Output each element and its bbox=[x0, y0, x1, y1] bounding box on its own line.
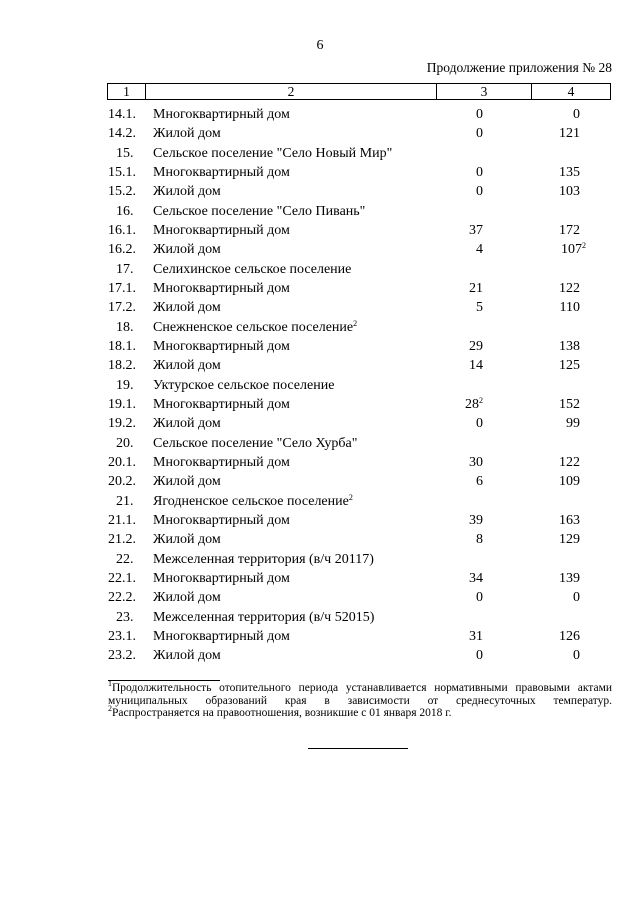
row-name: Жилой дом bbox=[153, 242, 221, 258]
row-number: 17.2. bbox=[108, 300, 136, 316]
row-number: 20. bbox=[116, 435, 134, 451]
row-number: 23. bbox=[116, 609, 134, 625]
row-name: Многоквартирный дом bbox=[153, 396, 290, 412]
row-number: 17. bbox=[116, 261, 134, 277]
table-row bbox=[0, 646, 640, 665]
row-value-col3: 34 bbox=[469, 570, 483, 586]
page-number: 6 bbox=[316, 38, 324, 53]
row-value-col3: 0 bbox=[476, 416, 483, 432]
row-number: 23.1. bbox=[108, 628, 136, 644]
row-value-col4: 0 bbox=[573, 107, 580, 122]
table-row bbox=[0, 337, 640, 356]
row-value-col4: 121 bbox=[559, 126, 580, 142]
row-number: 18.1. bbox=[108, 338, 136, 354]
section-row bbox=[0, 492, 640, 511]
row-value-col3: 0 bbox=[476, 107, 483, 122]
table-row bbox=[0, 472, 640, 491]
row-value-col4: 138 bbox=[559, 338, 580, 354]
row-name: Многоквартирный дом bbox=[153, 338, 290, 354]
row-number: 15.1. bbox=[108, 164, 136, 180]
table-row bbox=[0, 530, 640, 549]
header-col-3: 3 bbox=[437, 84, 532, 99]
table-row bbox=[0, 588, 640, 607]
footnote-1 bbox=[108, 679, 612, 707]
section-row bbox=[0, 144, 640, 163]
row-value-col4: 163 bbox=[559, 512, 580, 528]
row-number: 16.1. bbox=[108, 222, 136, 238]
header-col-4: 4 bbox=[567, 83, 575, 99]
row-value-col4: 0 bbox=[573, 648, 580, 664]
row-value-col3: 39 bbox=[469, 512, 483, 528]
row-name: Селихинское сельское поселение bbox=[153, 261, 352, 277]
row-value-col4: $107^2$ bbox=[561, 241, 586, 258]
row-value-col3: 0 bbox=[476, 164, 483, 180]
row-number: 18. bbox=[116, 319, 134, 335]
table-row bbox=[0, 414, 640, 433]
row-name: Многоквартирный дом bbox=[153, 280, 290, 296]
table-row bbox=[0, 105, 640, 124]
section-row bbox=[0, 202, 640, 221]
row-number: 21. bbox=[116, 493, 134, 509]
row-value-col4: 125 bbox=[559, 358, 580, 374]
row-value-col3: 0 bbox=[476, 648, 483, 664]
row-name: Многоквартирный дом bbox=[153, 454, 290, 470]
row-value-col3: 8 bbox=[476, 532, 483, 548]
row-value-col3: 4 bbox=[476, 242, 483, 258]
row-number: 16.2. bbox=[108, 242, 136, 258]
table-row bbox=[0, 511, 640, 530]
row-value-col3: 0 bbox=[476, 126, 483, 142]
row-name: Многоквартирный дом bbox=[153, 222, 290, 238]
header-col-2: 2 bbox=[146, 84, 437, 99]
table-header bbox=[107, 83, 611, 100]
table-row bbox=[0, 240, 640, 259]
row-value-col4: 122 bbox=[559, 454, 580, 470]
table-row bbox=[0, 279, 640, 298]
section-row bbox=[0, 376, 640, 395]
footnote-2-mark: 2 bbox=[108, 704, 112, 713]
section-row bbox=[0, 550, 640, 569]
row-number: 22.2. bbox=[108, 590, 136, 606]
row-value-col3: 6 bbox=[476, 474, 483, 490]
row-value-col3: 0 bbox=[476, 590, 483, 606]
row-value-col4: 152 bbox=[559, 396, 580, 412]
row-number: 15.2. bbox=[108, 184, 136, 200]
row-name: Уктурское сельское поселение bbox=[153, 377, 335, 393]
row-name: Многоквартирный дом bbox=[153, 628, 290, 644]
footnote-2-text: Распространяется на правоотношения, возникшие с 01 января 2018 г. bbox=[112, 707, 452, 719]
row-name: Сельское поселение "Село Новый Мир" bbox=[153, 145, 393, 161]
row-value-col3: 5 bbox=[476, 300, 483, 316]
row-number: 19.2. bbox=[108, 416, 136, 432]
row-number: 15. bbox=[116, 145, 134, 161]
row-name: Многоквартирный дом bbox=[153, 164, 290, 180]
section-row bbox=[0, 318, 640, 337]
row-name: Жилой дом bbox=[153, 300, 221, 316]
row-value-col4: 139 bbox=[559, 570, 580, 586]
table-row bbox=[0, 395, 640, 414]
row-number: 21.2. bbox=[108, 532, 136, 548]
footnote-divider bbox=[108, 680, 220, 681]
table-row bbox=[0, 453, 640, 472]
row-value-col4: 110 bbox=[559, 300, 580, 316]
table-row bbox=[0, 124, 640, 143]
row-name: Многоквартирный дом bbox=[153, 512, 290, 528]
row-value-col4: 135 bbox=[559, 164, 580, 180]
table-body bbox=[0, 105, 640, 666]
row-number: 20.2. bbox=[108, 474, 136, 490]
end-divider bbox=[308, 748, 408, 749]
row-value-col3: 29 bbox=[469, 338, 483, 354]
row-name: Межселенная территория (в/ч 52015) bbox=[153, 609, 375, 625]
table-row bbox=[0, 221, 640, 240]
row-number: 14.2. bbox=[108, 126, 136, 142]
row-value-col3: $28^2$ bbox=[465, 395, 483, 412]
row-number: 18.2. bbox=[108, 358, 136, 374]
row-name: Жилой дом bbox=[153, 590, 221, 606]
table-row bbox=[0, 163, 640, 182]
footnote-ref: 2 bbox=[348, 492, 353, 502]
row-name: Жилой дом bbox=[153, 474, 221, 490]
footnote-1-mark: 1 bbox=[108, 679, 112, 688]
row-value-col3: 14 bbox=[469, 358, 483, 374]
row-number: 20.1. bbox=[108, 454, 136, 470]
row-name: Межселенная территория (в/ч 20117) bbox=[153, 551, 374, 567]
row-number: 17.1. bbox=[108, 280, 136, 296]
row-name: Многоквартирный дом bbox=[153, 570, 290, 586]
row-value-col4: 126 bbox=[559, 628, 580, 644]
row-number: 22. bbox=[116, 551, 134, 567]
row-name: Жилой дом bbox=[153, 126, 221, 142]
table-row bbox=[0, 627, 640, 646]
section-row bbox=[0, 608, 640, 627]
footnote-ref: 2 bbox=[479, 395, 483, 405]
footnotes bbox=[108, 679, 612, 720]
continuation-label: Продолжение приложения № 28 bbox=[426, 60, 612, 75]
row-name: Сельское поселение "Село Хурба" bbox=[153, 435, 358, 451]
row-value-col3: 21 bbox=[469, 280, 483, 296]
row-number: 16. bbox=[116, 203, 134, 219]
section-row bbox=[0, 434, 640, 453]
footnote-ref: 2 bbox=[582, 241, 586, 251]
row-number: 22.1. bbox=[108, 570, 136, 586]
row-number: 14.1. bbox=[108, 107, 136, 122]
section-row bbox=[0, 260, 640, 279]
row-value-col4: 122 bbox=[559, 280, 580, 296]
header-col-1: 1 bbox=[108, 84, 146, 99]
row-number: 19.1. bbox=[108, 396, 136, 412]
row-name: Сельское поселение "Село Пивань" bbox=[153, 203, 366, 219]
row-name: Жилой дом bbox=[153, 358, 221, 374]
row-number: 19. bbox=[116, 377, 134, 393]
row-value-col4: 129 bbox=[559, 532, 580, 548]
row-value-col3: 31 bbox=[469, 628, 483, 644]
row-name: Жилой дом bbox=[153, 416, 221, 432]
row-value-col3: 0 bbox=[476, 184, 483, 200]
row-value-col3: 37 bbox=[469, 222, 483, 238]
row-name: Жилой дом bbox=[153, 532, 221, 548]
row-number: 23.2. bbox=[108, 648, 136, 664]
row-value-col4: 103 bbox=[559, 184, 580, 200]
table-row bbox=[0, 182, 640, 201]
footnote-2 bbox=[108, 704, 612, 720]
footnote-1-text: Продолжительность отопительного периода устанавливается нормативными правовыми актами муниципальных образований края в зависимости от среднесуточных температур. bbox=[108, 682, 612, 707]
row-name: Многоквартирный дом bbox=[153, 107, 290, 122]
row-name: Жилой дом bbox=[153, 648, 221, 664]
table-row bbox=[0, 298, 640, 317]
row-name: Снежненское сельское поселение$^2$ bbox=[153, 318, 358, 335]
row-value-col3: 30 bbox=[469, 454, 483, 470]
row-value-col4: 0 bbox=[573, 590, 580, 606]
row-name: Жилой дом bbox=[153, 184, 221, 200]
footnote-ref: 2 bbox=[353, 318, 358, 328]
row-value-col4: 109 bbox=[559, 474, 580, 490]
table-row bbox=[0, 569, 640, 588]
row-name: Ягодненское сельское поселение$^2$ bbox=[153, 492, 353, 509]
row-value-col4: 99 bbox=[566, 416, 580, 432]
row-number: 21.1. bbox=[108, 512, 136, 528]
row-value-col4: 172 bbox=[559, 222, 580, 238]
table-row bbox=[0, 356, 640, 375]
